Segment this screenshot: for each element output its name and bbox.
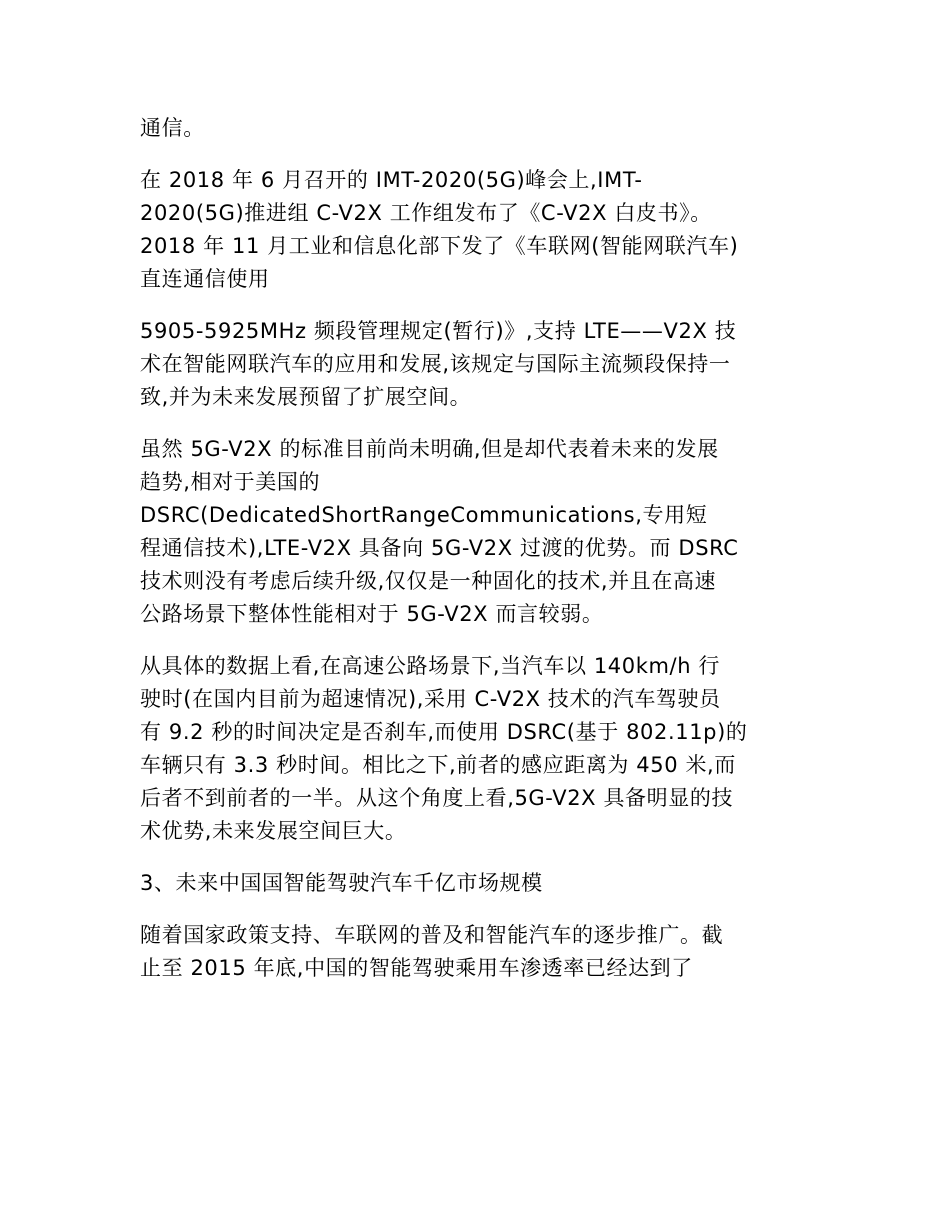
text-line: 止至 2015 年底,中国的智能驾驶乘用车渗透率已经达到了 [140, 956, 693, 980]
text-line: 程通信技术),LTE-V2X 具备向 5G-V2X 过渡的优势。而 DSRC [140, 536, 739, 560]
text-line: 致,并为未来发展预留了扩展空间。 [140, 385, 472, 409]
text-line: 术在智能网联汽车的应用和发展,该规定与国际主流频段保持一 [140, 352, 731, 376]
paragraph-4 [140, 433, 815, 631]
text-line: 技术则没有考虑后续升级,仅仅是一种固化的技术,并且在高速 [140, 569, 717, 593]
document-page [140, 112, 815, 1004]
text-line: 有 9.2 秒的时间决定是否刹车,而使用 DSRC(基于 802.11p)的 [140, 720, 748, 744]
text-line: 随着国家政策支持、车联网的普及和智能汽车的逐步推广。截 [140, 923, 724, 947]
paragraph-3 [140, 315, 815, 414]
text-line: 公路场景下整体性能相对于 5G-V2X 而言较弱。 [140, 602, 604, 626]
paragraph-2 [140, 164, 815, 296]
text-line: 2018 年 11 月工业和信息化部下发了《车联网(智能网联汽车) [140, 234, 739, 258]
text-line: 直连通信使用 [140, 267, 270, 291]
text-line: 2020(5G)推进组 C-V2X 工作组发布了《C-V2X 白皮书》。 [140, 201, 712, 225]
text-line: 从具体的数据上看,在高速公路场景下,当汽车以 140km/h 行 [140, 654, 720, 678]
text-line: DSRC(DedicatedShortRangeCommunications,专用短 [140, 503, 708, 527]
paragraph-5 [140, 650, 815, 848]
text-line: 后者不到前者的一半。从这个角度上看,5G-V2X 具备明显的技 [140, 786, 734, 810]
paragraph-7 [140, 919, 815, 985]
section-heading [140, 867, 815, 900]
text-line: 术优势,未来发展空间巨大。 [140, 819, 407, 843]
text-line: 在 2018 年 6 月召开的 IMT-2020(5G)峰会上,IMT- [140, 168, 643, 192]
text-line: 虽然 5G-V2X 的标准目前尚未明确,但是却代表着未来的发展 [140, 437, 719, 461]
heading-line: 3、未来中国国智能驾驶汽车千亿市场规模 [140, 871, 543, 895]
paragraph-1 [140, 112, 815, 145]
text-line: 车辆只有 3.3 秒时间。相比之下,前者的感应距离为 450 米,而 [140, 753, 736, 777]
text-line: 通信。 [140, 116, 205, 140]
text-line: 趋势,相对于美国的 [140, 470, 321, 494]
text-line: 驶时(在国内目前为超速情况),采用 C-V2X 技术的汽车驾驶员 [140, 687, 721, 711]
text-line: 5905-5925MHz 频段管理规定(暂行)》,支持 LTE——V2X 技 [140, 319, 737, 343]
